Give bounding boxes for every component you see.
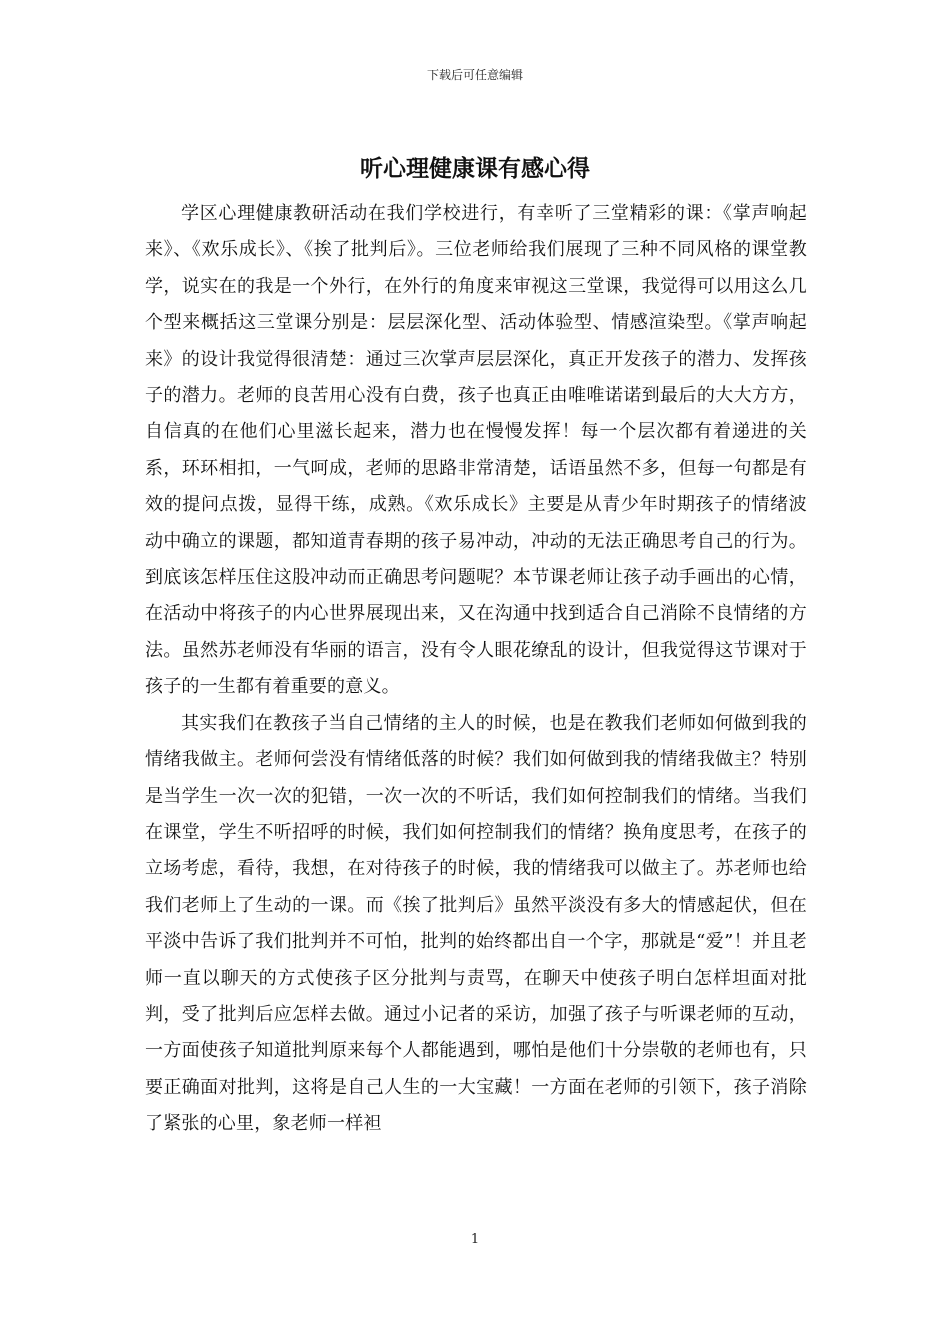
document-title: 听心理健康课有感心得 [360, 155, 590, 182]
page-header-note: 下载后可任意编辑 [426, 68, 523, 82]
document-body [145, 196, 807, 1143]
page-number: 1 [470, 1232, 480, 1247]
paragraph-1: 学区心理健康教研活动在我们学校进行，有幸听了三堂精彩的课：《掌声响起来》、《欢乐成长》、《挨了批判后》。三位老师给我们展现了三种不同风格的课堂教学，说实在的我是一个外行，在外行的角度来审视这三堂课，我觉得可以用这么几个型来概括这三堂课分别是：层层深化型、活动体验型、情感渲染型。《掌声响起来》的设计我觉得很清楚：通过三次掌声层层深化，真正开发孩子的潜力、发挥孩子的潜力。老师的良苦用心没有白费，孩子也真正由唯唯诺诺到最后的大大方方，自信真的在他们心里滋长起来，潜力也在慢慢发挥！每一个层次都有着递进的关系，环环相扣，一气呵成，老师的思路非常清楚，话语虽然不多，但每一句都是有效的提问点拨，显得干练，成熟。《欢乐成长》主要是从青少年时期孩子的情绪波动中确立的课题，都知道青春期的孩子易冲动，冲动的无法正确思考自己的行为。到底该怎样压住这股冲动而正确思考问题呢？本节课老师让孩子动手画出的心情，在活动中将孩子的内心世界展现出来，又在沟通中找到适合自己消除不良情绪的方法。虽然苏老师没有华丽的语言，没有令人眼花缭乱的设计，但我觉得这节课对于孩子的一生都有着重要的意义。 [145, 203, 807, 698]
paragraph-2: 其实我们在教孩子当自己情绪的主人的时候，也是在教我们老师如何做到我的情绪我做主。老师何尝没有情绪低落的时候？我们如何做到我的情绪我做主？特别是当学生一次一次的犯错，一次一次的不听话，我们如何控制我们的情绪。当我们在课堂，学生不听招呼的时候，我们如何控制我们的情绪？换角度思考，在孩子的立场考虑，看待，我想，在对待孩子的时候，我的情绪我可以做主了。苏老师也给我们老师上了生动的一课。而《挨了批判后》虽然平淡没有多大的情感起伏，但在平淡中告诉了我们批判并不可怕，批判的始终都出自一个字，那就是“爱”！并且老师一直以聊天的方式使孩子区分批判与责骂，在聊天中使孩子明白怎样坦面对批判，受了批判后应怎样去做。通过小记者的采访，加强了孩子与听课老师的互动，一方面使孩子知道批判原来每个人都能遇到，哪怕是他们十分崇敬的老师也有，只要正确面对批判，这将是自己人生的一大宝藏！一方面在老师的引领下，孩子消除了紧张的心里，象老师一样袒 [145, 712, 807, 1135]
